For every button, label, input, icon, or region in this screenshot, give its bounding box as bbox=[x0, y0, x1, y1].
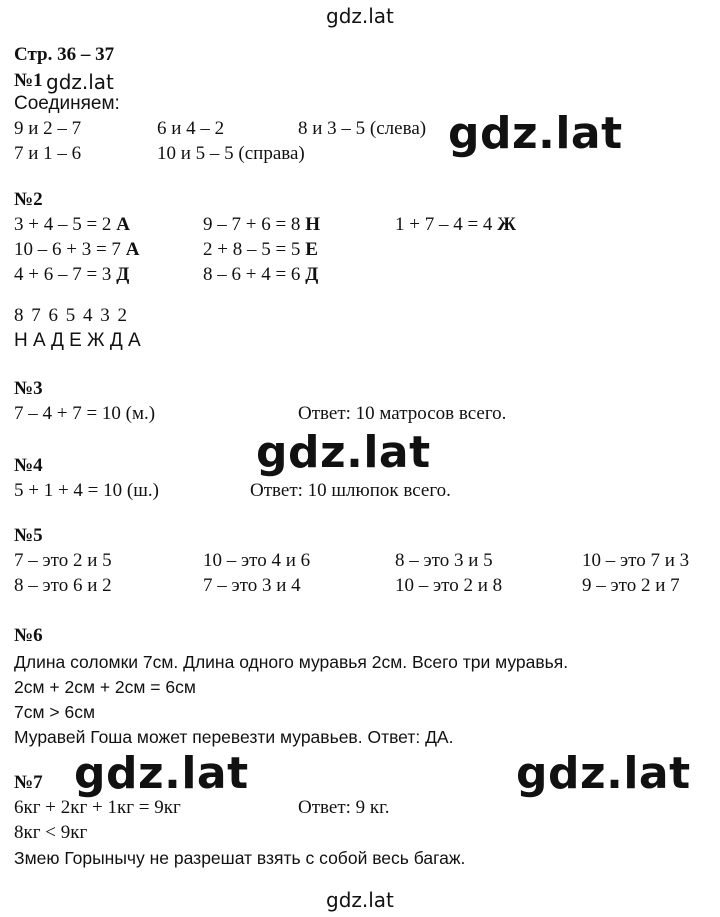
task-4-answer: Ответ: 10 шлюпок всего. bbox=[250, 480, 451, 501]
task-2-title: №2 bbox=[14, 189, 43, 210]
task-6-line: 2см + 2см + 2см = 6см bbox=[14, 677, 196, 697]
task-5-item: 8 – это 3 и 5 bbox=[395, 550, 493, 571]
task-7-conclusion: Змею Горынычу не разрешат взять с собой весь багаж. bbox=[14, 848, 466, 868]
task-1-intro: Соединяем: bbox=[14, 93, 120, 114]
task-2-expr: 8 – 6 + 4 = 6 Д bbox=[203, 264, 319, 285]
task-4-expr: 5 + 1 + 4 = 10 (ш.) bbox=[14, 480, 159, 501]
task-7-expr: 6кг + 2кг + 1кг = 9кг bbox=[14, 797, 181, 818]
task-5-item: 10 – это 2 и 8 bbox=[395, 575, 503, 596]
task-4-title: №4 bbox=[14, 455, 43, 476]
task-3-answer: Ответ: 10 матросов всего. bbox=[298, 403, 507, 424]
task-7-answer: Ответ: 9 кг. bbox=[298, 797, 390, 818]
task-6-line: Длина соломки 7см. Длина одного муравья 2см. Всего три муравья. bbox=[14, 652, 569, 672]
watermark-big: gdz.lat bbox=[448, 108, 623, 159]
task-1-item: 7 и 1 – 6 bbox=[14, 143, 82, 164]
task-1-item: 6 и 4 – 2 bbox=[157, 118, 225, 139]
task-2-word: Н А Д Е Ж Д А bbox=[14, 330, 141, 351]
task-1-item: 10 и 5 – 5 (справа) bbox=[157, 143, 305, 164]
watermark-big: gdz.lat bbox=[74, 748, 249, 799]
task-1-item: 8 и 3 – 5 (слева) bbox=[298, 118, 427, 139]
task-5-item: 8 – это 6 и 2 bbox=[14, 575, 112, 596]
task-6-title: №6 bbox=[14, 625, 43, 646]
task-5-item: 9 – это 2 и 7 bbox=[582, 575, 680, 596]
task-1-title: №1 bbox=[14, 70, 43, 91]
task-3-title: №3 bbox=[14, 378, 43, 399]
task-5-item: 10 – это 4 и 6 bbox=[203, 550, 311, 571]
task-6-line: 7см > 6см bbox=[14, 702, 95, 722]
task-2-expr: 2 + 8 – 5 = 5 Е bbox=[203, 239, 318, 260]
task-2-expr: 1 + 7 – 4 = 4 Ж bbox=[395, 214, 516, 235]
task-2-expr: 9 – 7 + 6 = 8 Н bbox=[203, 214, 320, 235]
watermark-top: gdz.lat bbox=[326, 4, 394, 28]
task-3-expr: 7 – 4 + 7 = 10 (м.) bbox=[14, 403, 156, 424]
task-1-item: 9 и 2 – 7 bbox=[14, 118, 82, 139]
task-2-expr: 3 + 4 – 5 = 2 А bbox=[14, 214, 130, 235]
task-5-title: №5 bbox=[14, 525, 43, 546]
watermark-big: gdz.lat bbox=[256, 427, 431, 478]
task-7-title: №7 bbox=[14, 772, 43, 793]
task-2-expr: 4 + 6 – 7 = 3 Д bbox=[14, 264, 130, 285]
task-6-line: Муравей Гоша может перевезти муравьев. Ответ: ДА. bbox=[14, 727, 454, 747]
task-7-compare: 8кг < 9кг bbox=[14, 822, 88, 843]
task-5-item: 7 – это 3 и 4 bbox=[203, 575, 301, 596]
watermark-inline: gdz.lat bbox=[46, 70, 114, 94]
page-header: Стр. 36 – 37 bbox=[14, 44, 115, 65]
watermark-big: gdz.lat bbox=[516, 748, 691, 799]
task-2-digits: 8 7 6 5 4 3 2 bbox=[14, 305, 127, 326]
task-5-item: 7 – это 2 и 5 bbox=[14, 550, 112, 571]
watermark-bottom: gdz.lat bbox=[326, 888, 394, 912]
task-2-expr: 10 – 6 + 3 = 7 А bbox=[14, 239, 140, 260]
task-5-item: 10 – это 7 и 3 bbox=[582, 550, 690, 571]
